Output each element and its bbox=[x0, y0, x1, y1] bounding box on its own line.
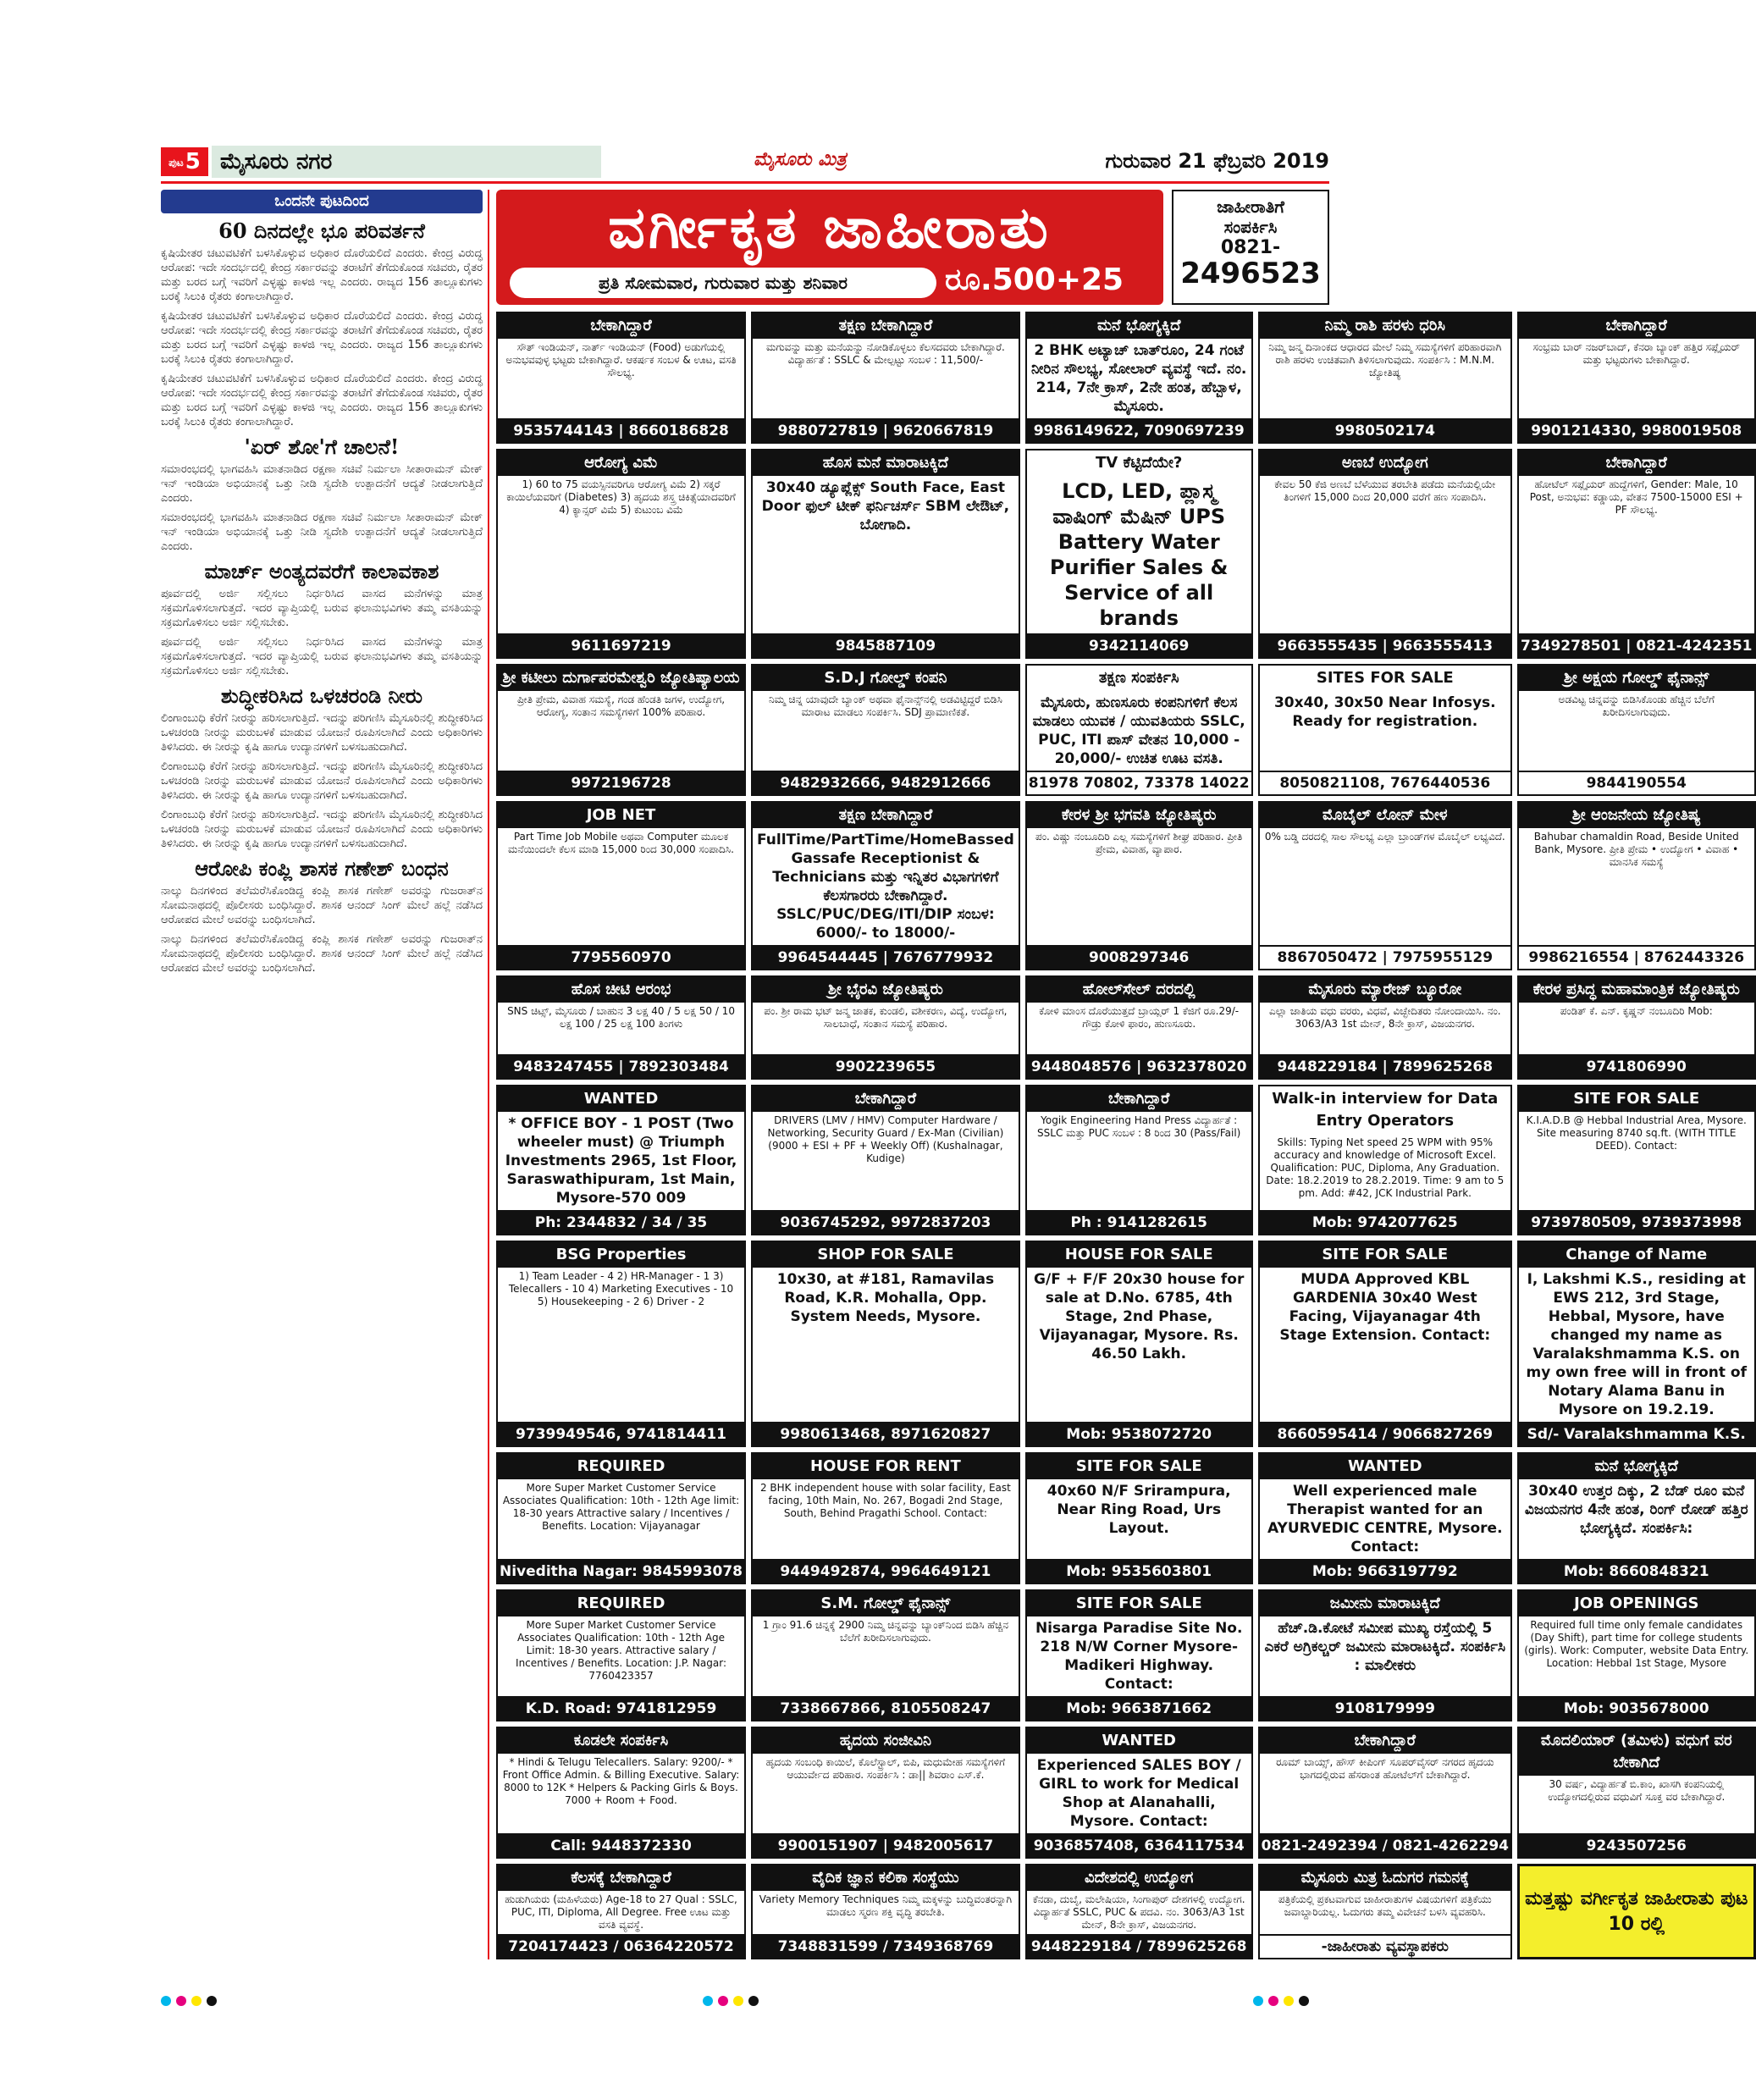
ad-body: 30x40 ಡ್ಯೂಪ್ಲೆಕ್ಸ್ South Face, East Door ಫುಲ್ ಟೀಕ್ ಫರ್ನಿಚರ್ಸ್ SBM ಲೇಔಟ್, ಬೋಗಾದಿ. bbox=[761, 479, 1010, 533]
ad-phone: 9342114069 bbox=[1027, 633, 1251, 657]
ad-title: ಕೂಡಲೇ ಸಂಪರ್ಕಿಸಿ bbox=[498, 1728, 744, 1754]
classified-ad bbox=[751, 449, 1020, 659]
ad-body: ನಿಮ್ಮ ಜನ್ಮ ದಿನಾಂಕದ ಆಧಾರದ ಮೇಲೆ ನಿಮ್ಮ ಸಮಸ್ಯೆಗಳಿಗೆ ಪರಿಹಾರವಾಗಿ ರಾಶಿ ಹರಳು ಉಚಿತವಾಗಿ ತಿಳಿಸಲಾಗುವುದು. ಸಂಪರ್ಕಿಸಿ : M.N.M. ಜ್ಯೋತಿಷ್ಯ bbox=[1268, 341, 1502, 379]
ad-phone: 9482932666, 9482912666 bbox=[753, 771, 1019, 794]
ad-body: ಕೋಳಿ ಮಾಂಸ ದೊರೆಯುತ್ತದೆ ಬ್ರಾಯ್ಲರ್ 1 ಕೆಜಿಗೆ ರೂ.29/- ಗೌಡ್ರು ಕೋಳಿ ಫಾರಂ, ಹುಣಸೂರು. bbox=[1039, 1005, 1240, 1030]
ad-title: S.M. ಗೋಲ್ಡ್ ಫೈನಾನ್ಸ್ bbox=[753, 1591, 1019, 1616]
classified-ad bbox=[1517, 1864, 1756, 1959]
ad-body: Variety Memory Techniques ನಿಮ್ಮ ಮಕ್ಕಳನ್ನು ಬುದ್ಧಿವಂತರನ್ನಾಗಿ ಮಾಡಲು ಸ್ಮರಣ ಶಕ್ತಿ ವೃದ್ಧಿ ತರಬೇತಿ. bbox=[759, 1893, 1013, 1918]
ad-body: ಸೌತ್ ಇಂಡಿಯನ್, ನಾರ್ತ್ ಇಂಡಿಯನ್ (Food) ಅಡುಗೆಯಲ್ಲಿ ಅನುಭವವುಳ್ಳ ಭಟ್ಟರು ಬೇಕಾಗಿದ್ದಾರೆ. ಆಕರ್ಷಕ ಸಂಬಳ & ಊಟ, ವಸತಿ ಸೌಲಭ್ಯ. bbox=[505, 341, 737, 379]
classified-ad bbox=[496, 1241, 746, 1447]
ad-title: Walk-in interview for Data Entry Operators bbox=[1272, 1090, 1499, 1130]
registration-marks-center bbox=[703, 1993, 764, 2005]
ad-body: ಎಲ್ಲಾ ಜಾತಿಯ ವಧು ವರರು, ವಿಧವೆ, ವಿಚ್ಛೇದಿತರು ನೋಂದಾಯಿಸಿ. ನಂ. 3063/A3 1st ಮೇನ್, 8ನೇ ಕ್ರಾಸ್, ವಿಜಯನಗರ. bbox=[1268, 1005, 1501, 1030]
ad-title: ಆರೋಗ್ಯ ವಿಮೆ bbox=[498, 450, 744, 476]
headline-3: ಮಾರ್ಚ್ ಅಂತ್ಯದವರೆಗೆ ಕಾಲಾವಕಾಶ bbox=[204, 559, 439, 583]
ad-phone: 9741806990 bbox=[1519, 1054, 1754, 1078]
classified-ad bbox=[1025, 975, 1253, 1080]
ad-phone: Mob: 9538072720 bbox=[1027, 1422, 1251, 1445]
classified-ad bbox=[751, 1452, 1020, 1584]
ad-title: ಬೇಕಾಗಿದ್ದಾರೆ bbox=[1027, 1086, 1251, 1112]
classified-ad bbox=[1258, 449, 1512, 659]
classified-ad bbox=[1517, 1589, 1756, 1721]
classified-ads-grid bbox=[496, 312, 1753, 1959]
ad-body: * OFFICE BOY - 1 POST (Two wheeler must) @ Triumph Investments 2965, 1st Floor, Saraswathipuram, 1st Main, Mysore-570 009 bbox=[505, 1115, 737, 1207]
classified-banner bbox=[496, 190, 1163, 305]
ad-title: ಹೋಲ್‌ಸೇಲ್ ದರದಲ್ಲಿ bbox=[1027, 977, 1251, 1003]
ad-phone: 7204174423 / 06364220572 bbox=[498, 1934, 744, 1958]
ad-title: ಕೇರಳ ಶ್ರೀ ಭಗವತಿ ಜ್ಯೋತಿಷ್ಯರು bbox=[1027, 803, 1251, 828]
ad-title: ತಕ್ಷಣ ಬೇಕಾಗಿದ್ದಾರೆ bbox=[753, 803, 1019, 828]
ad-phone: 7338667866, 8105508247 bbox=[753, 1696, 1019, 1720]
contact-line-3: 0821- bbox=[1220, 237, 1281, 258]
classified-ad bbox=[496, 1727, 746, 1859]
ad-body: ಕೆನಡಾ, ದುಬೈ, ಮಲೇಷಿಯಾ, ಸಿಂಗಾಪುರ್ ದೇಶಗಳಲ್ಲಿ ಉದ್ಯೋಗ. ವಿದ್ಯಾರ್ಹತೆ SSLC, PUC & ಪದವಿ. ನಂ. 3063/A3 1st ಮೇನ್, 8ನೇ ಕ್ರಾಸ್, ವಿಜಯನಗರ. bbox=[1032, 1893, 1245, 1931]
ad-phone: Call: 9448372330 bbox=[498, 1833, 744, 1857]
ad-title: ಬೇಕಾಗಿದ್ದಾರೆ bbox=[1519, 450, 1754, 476]
classified-ad bbox=[1258, 1727, 1512, 1859]
ad-phone: 8867050472 | 7975955129 bbox=[1260, 945, 1510, 969]
ad-phone: Ph : 9141282615 bbox=[1027, 1210, 1251, 1234]
ad-phone: 9986216554 | 8762443326 bbox=[1519, 945, 1754, 969]
article-1-repeat: ಕೃಷಿಯೇತರ ಚಟುವಟಿಕೆಗೆ ಬಳಸಿಕೊಳ್ಳುವ ಅಧಿಕಾರ ದೊರೆಯಲಿದೆ ಎಂದರು. ಕೇಂದ್ರ ವಿರುದ್ಧ ಆರೋಪ: ಇದೇ ಸಂದರ್ಭದಲ್ಲಿ ಕೇಂದ್ರ ಸರ್ಕಾರವನ್ನು ತರಾಟೆಗೆ ತೆಗೆದುಕೊಂಡ ಸಚಿವರು, ರೈತರ ಮತ್ತು ಬರದ ಬಗ್ಗೆ ಇವರಿಗೆ ಎಳ್ಳಷ್ಟು ಕಾಳಜಿ ಇಲ್ಲ ಎಂದರು. ರಾಜ್ಯದ 156 ತಾಲ್ಲೂಕುಗಳು ಬರಕ್ಕೆ ಸಿಲುಕಿ ರೈತರು ಕಂಗಾಲಾಗಿದ್ದಾರೆ. bbox=[161, 310, 483, 366]
ad-phone: Sd/- Varalakshmamma K.S. bbox=[1519, 1422, 1754, 1445]
ad-body: K.I.A.D.B @ Hebbal Industrial Area, Mysore. Site measuring 8740 sq.ft. (WITH TITLE DEED). Contact: bbox=[1526, 1114, 1747, 1152]
ad-body: DRIVERS (LMV / HMV) Computer Hardware / Networking, Security Guard / Ex-Man (Civilian) (9000 + ESI + PF + Weekly Off) (Kushalnagar, Kudige) bbox=[767, 1114, 1004, 1164]
magenta-dot bbox=[176, 1996, 186, 2006]
classified-ad bbox=[496, 312, 746, 444]
ad-title: ಶ್ರೀ ಆಂಜನೇಯ ಜ್ಯೋತಿಷ್ಯ bbox=[1519, 803, 1754, 828]
cyan-dot bbox=[703, 1996, 713, 2006]
classified-ad bbox=[751, 1864, 1020, 1959]
ad-body: ಹೆಚ್.ಡಿ.ಕೋಟೆ ಸಮೀಪ ಮುಖ್ಯ ರಸ್ತೆಯಲ್ಲಿ 5 ಎಕರೆ ಅಗ್ರಿಕಲ್ಚರ್ ಜಮೀನು ಮಾರಾಟಕ್ಕಿದೆ. ಸಂಪರ್ಕಿಸಿ : ಮಾಲೀಕರು bbox=[1264, 1620, 1506, 1674]
ad-body: 30x40, 30x50 Near Infosys. Ready for registration. bbox=[1273, 694, 1496, 730]
page-number-badge: ಪುಟ5 bbox=[161, 147, 208, 176]
ad-phone: 7795560970 bbox=[498, 945, 744, 969]
classified-ad bbox=[1025, 449, 1253, 659]
ad-body: G/F + F/F 20x30 house for sale at D.No. 6785, 4th Stage, 2nd Phase, Vijayanagar, Mysore. Rs. 46.50 Lakh. bbox=[1034, 1271, 1245, 1362]
article-4: ಲಿಂಗಾಂಬುಧಿ ಕೆರೆಗೆ ನೀರನ್ನು ಹರಿಸಲಾಗುತ್ತಿದೆ. ಇದನ್ನು ಪರಿಗಣಿಸಿ ಮೈಸೂರಿನಲ್ಲಿ ಶುದ್ಧೀಕರಿಸಿದ ಒಳಚರಂಡಿ ನೀರನ್ನು ಮರುಬಳಕೆ ಮಾಡುವ ಯೋಜನೆ ರೂಪಿಸಲಾಗಿದೆ ಎಂದು ಅಧಿಕಾರಿಗಳು ತಿಳಿಸಿದರು. ಈ ನೀರನ್ನು ಕೃಷಿ ಹಾಗೂ ಉದ್ಯಾನಗಳಿಗೆ ಬಳಸಬಹುದಾಗಿದೆ. bbox=[161, 712, 483, 754]
ad-body: ರೂಮ್ ಬಾಯ್ಸ್, ಹೌಸ್ ಕೀಪಿಂಗ್ ಸೂಪರ್‌ವೈಸರ್ ನಗರದ ಹೃದಯ ಭಾಗದಲ್ಲಿರುವ ಹೆಸರಾಂತ ಹೋಟೆಲ್‌ಗೆ ಬೇಕಾಗಿದ್ದಾರೆ. bbox=[1276, 1756, 1494, 1781]
ad-phone: 9739780509, 9739373998 bbox=[1519, 1210, 1754, 1234]
contact-line-2: ಸಂಪರ್ಕಿಸಿ bbox=[1223, 217, 1278, 237]
ad-body: ಮಗುವನ್ನು ಮತ್ತು ಮನೆಯನ್ನು ನೋಡಿಕೊಳ್ಳಲು ಕೆಲಸದವರು ಬೇಕಾಗಿದ್ದಾರೆ. ವಿದ್ಯಾರ್ಹತೆ : SSLC & ಮೇಲ್ಪಟ್ಟು ಸಂಬಳ : 11,500/- bbox=[765, 341, 1005, 366]
ad-body: ಹುಡುಗಿಯರು (ಮಹಿಳೆಯರು) Age-18 to 27 Qual : SSLC, PUC, ITI, Diploma, All Degree. Free ಊಟ ಮತ್ತು ವಸತಿ ವ್ಯವಸ್ಥೆ. bbox=[505, 1893, 737, 1931]
ad-body: Experienced SALES BOY / GIRL to work for Medical Shop at Alanahalli, Mysore. Contact: bbox=[1036, 1757, 1241, 1830]
ad-title: JOB OPENINGS bbox=[1519, 1591, 1754, 1616]
article-1-repeat-2: ಕೃಷಿಯೇತರ ಚಟುವಟಿಕೆಗೆ ಬಳಸಿಕೊಳ್ಳುವ ಅಧಿಕಾರ ದೊರೆಯಲಿದೆ ಎಂದರು. ಕೇಂದ್ರ ವಿರುದ್ಧ ಆರೋಪ: ಇದೇ ಸಂದರ್ಭದಲ್ಲಿ ಕೇಂದ್ರ ಸರ್ಕಾರವನ್ನು ತರಾಟೆಗೆ ತೆಗೆದುಕೊಂಡ ಸಚಿವರು, ರೈತರ ಮತ್ತು ಬರದ ಬಗ್ಗೆ ಇವರಿಗೆ ಎಳ್ಳಷ್ಟು ಕಾಳಜಿ ಇಲ್ಲ ಎಂದರು. ರಾಜ್ಯದ 156 ತಾಲ್ಲೂಕುಗಳು ಬರಕ್ಕೆ ಸಿಲುಕಿ ರೈತರು ಕಂಗಾಲಾಗಿದ್ದಾರೆ. bbox=[161, 373, 483, 428]
ad-title: ಮೈಸೂರು ಮಿತ್ರ ಓದುಗರ ಗಮನಕ್ಕೆ bbox=[1260, 1865, 1510, 1891]
ad-body: ಮೈಸೂರು, ಹುಣಸೂರು ಕಂಪನಿಗಳಿಗೆ ಕೆಲಸ ಮಾಡಲು ಯುವಕ / ಯುವತಿಯರು SSLC, PUC, ITI ಪಾಸ್ ವೇತನ 10,000 - 20,000/- ಉಚಿತ ಊಟ ವಸತಿ. bbox=[1032, 694, 1245, 767]
classified-ad bbox=[1025, 1085, 1253, 1235]
yellow-dot bbox=[1284, 1996, 1294, 2006]
ad-title: SITE FOR SALE bbox=[1519, 1086, 1754, 1112]
ad-body: Required full time only female candidates (Day Shift), part time for college students (girls). Work: Computer, website Data Entry. Location: Hebbal 1st Stage, Mysore bbox=[1524, 1619, 1749, 1669]
ad-phone: 9980613468, 8971620827 bbox=[753, 1422, 1019, 1445]
magenta-dot bbox=[1268, 1996, 1278, 2006]
ad-phone: 9739949546, 9741814411 bbox=[498, 1422, 744, 1445]
ad-phone: 7348831599 / 7349368769 bbox=[753, 1934, 1019, 1958]
ad-phone: 9900151907 | 9482005617 bbox=[753, 1833, 1019, 1857]
article-5-repeat: ನಾಲ್ಕು ದಿನಗಳಿಂದ ತಲೆಮರೆಸಿಕೊಂಡಿದ್ದ ಕಂಪ್ಲಿ ಶಾಸಕ ಗಣೇಶ್ ಅವರನ್ನು ಗುಜರಾತ್‌ನ ಸೋಮನಾಥದಲ್ಲಿ ಪೊಲೀಸರು ಬಂಧಿಸಿದ್ದಾರೆ. ಶಾಸಕ ಆನಂದ್ ಸಿಂಗ್ ಮೇಲೆ ಹಲ್ಲೆ ನಡೆಸಿದ ಆರೋಪದ ಮೇಲೆ ಅವರನ್ನು ಬಂಧಿಸಲಾಗಿದೆ. bbox=[161, 933, 483, 975]
ad-body: Bahubar chamaldin Road, Beside United Bank, Mysore. ಪ್ರೀತಿ ಪ್ರೇಮ • ಉದ್ಯೋಗ • ವಿವಾಹ • ಮಾನಸಿಕ ಸಮಸ್ಯೆ bbox=[1533, 831, 1739, 868]
headline-1: 60 ದಿನದಲ್ಲೇ ಭೂ ಪರಿವರ್ತನೆ bbox=[218, 218, 425, 243]
ad-title: ಕೇರಳ ಪ್ರಸಿದ್ಧ ಮಹಾಮಾಂತ್ರಿಕ ಜ್ಯೋತಿಷ್ಯರು bbox=[1519, 977, 1754, 1003]
ad-phone: 8050821108, 7676440536 bbox=[1260, 771, 1510, 794]
ad-title: ಶ್ರೀ ಭೈರವಿ ಜ್ಯೋತಿಷ್ಯರು bbox=[753, 977, 1019, 1003]
ad-title: ಶ್ರೀ ಕಟೀಲು ದುರ್ಗಾಪರಮೇಶ್ವರಿ ಜ್ಯೋತಿಷ್ಯಾಲಯ bbox=[498, 666, 744, 691]
ad-body: ಪಂಡಿತ್ ಕೆ. ಎನ್. ಕೃಷ್ಣನ್ ನಂಬೂದಿರಿ Mob: bbox=[1560, 1005, 1713, 1017]
ad-title: WANTED bbox=[498, 1086, 744, 1112]
ad-body: ಪಂ. ಶ್ರೀ ರಾಮ ಭಟ್ ಜನ್ಮ ಜಾತಕ, ಕುಂಡಲಿ, ವಶೀಕರಣ, ವಿದ್ಯೆ, ಉದ್ಯೋಗ, ಸಾಲಬಾಧೆ, ಸಂತಾನ ಸಮಸ್ಯೆ ಪರಿಹಾರ. bbox=[764, 1005, 1008, 1030]
ad-body: ಪಂ. ವಿಷ್ಣು ನಂಬೂದಿರಿ ಎಲ್ಲ ಸಮಸ್ಯೆಗಳಿಗೆ ಶೀಘ್ರ ಪರಿಹಾರ. ಪ್ರೀತಿ ಪ್ರೇಮ, ವಿವಾಹ, ವ್ಯಾಪಾರ. bbox=[1035, 831, 1243, 855]
classified-ad bbox=[751, 664, 1020, 796]
ad-body: * Hindi & Telugu Telecallers. Salary: 9200/- * Front Office Admin. & Billing Executive. Salary: 8000 to 12K * Helpers & Packing Girls & Boys. 7000 + Room + Food. bbox=[502, 1756, 740, 1806]
ad-title: ಮೊಬೈಲ್ ಲೋನ್ ಮೇಳ bbox=[1260, 803, 1510, 828]
classified-ad bbox=[1517, 1085, 1756, 1235]
classified-ad bbox=[496, 449, 746, 659]
ad-body: LCD, LED, ಪ್ಲಾಸ್ಮ ವಾಷಿಂಗ್ ಮೆಷಿನ್ UPS Battery Water Purifier Sales & Service of all brands bbox=[1049, 479, 1229, 630]
ad-title: ಅಣಬೆ ಉದ್ಯೋಗ bbox=[1260, 450, 1510, 476]
ad-phone: 9036745292, 9972837203 bbox=[753, 1210, 1019, 1234]
ad-phone: -ಜಾಹೀರಾತು ವ್ಯವಸ್ಥಾಪಕರು bbox=[1260, 1934, 1510, 1958]
ad-body: Well experienced male Therapist wanted for an AYURVEDIC CENTRE, Mysore. Contact: bbox=[1267, 1483, 1503, 1556]
ad-phone: 9844190554 bbox=[1519, 771, 1754, 794]
ad-phone: 0821-2492394 / 0821-4262294 bbox=[1260, 1833, 1510, 1857]
ad-body: 30 ವರ್ಷ, ವಿದ್ಯಾರ್ಹತೆ ಬಿ.ಕಾಂ, ಖಾಸಗಿ ಕಂಪನಿಯಲ್ಲಿ ಉದ್ಯೋಗದಲ್ಲಿರುವ ವಧುವಿಗೆ ಸೂಕ್ತ ವರ ಬೇಕಾಗಿದ್ದಾರೆ. bbox=[1548, 1778, 1726, 1803]
ad-phone: 9845887109 bbox=[753, 633, 1019, 657]
headline-5: ಆರೋಪಿ ಕಂಪ್ಲಿ ಶಾಸಕ ಗಣೇಶ್ ಬಂಧನ bbox=[195, 856, 449, 881]
classified-ad bbox=[1025, 1589, 1253, 1721]
classified-ad bbox=[1258, 1864, 1512, 1959]
black-dot bbox=[748, 1996, 759, 2006]
ad-title: HOUSE FOR SALE bbox=[1027, 1242, 1251, 1268]
ad-phone: 9243507256 bbox=[1519, 1833, 1754, 1857]
classified-ad bbox=[1517, 1241, 1756, 1447]
registration-marks-left bbox=[161, 1993, 222, 2005]
ad-body: Skills: Typing Net speed 25 WPM with 95% accuracy and knowledge of Microsoft Excel. Qualification: PUC, Diploma, Any Graduation. Date: 18.2.2019 to 28.2.2019. Time: 9 am to 5 pm. Add: #42, JCK Industrial Park. bbox=[1266, 1136, 1505, 1199]
ad-title: ಬೇಕಾಗಿದ್ದಾರೆ bbox=[753, 1086, 1019, 1112]
ad-title: ವೈದಿಕ ಜ್ಞಾನ ಕಲಿಕಾ ಸಂಸ್ಥೆಯು bbox=[753, 1865, 1019, 1891]
ad-body: 2 BHK ಅಟ್ಯಾಚ್ ಬಾತ್‌ರೂಂ, 24 ಗಂಟೆ ನೀರಿನ ಸೌಲಭ್ಯ, ಸೋಲಾರ್ ವ್ಯವಸ್ಥೆ ಇದೆ. ನಂ. 214, 7ನೇ ಕ್ರಾಸ್, 2ನೇ ಹಂತ, ಹೆಬ್ಬಾಳ, ಮೈಸೂರು. bbox=[1031, 342, 1247, 415]
article-4-repeat: ಲಿಂಗಾಂಬುಧಿ ಕೆರೆಗೆ ನೀರನ್ನು ಹರಿಸಲಾಗುತ್ತಿದೆ. ಇದನ್ನು ಪರಿಗಣಿಸಿ ಮೈಸೂರಿನಲ್ಲಿ ಶುದ್ಧೀಕರಿಸಿದ ಒಳಚರಂಡಿ ನೀರನ್ನು ಮರುಬಳಕೆ ಮಾಡುವ ಯೋಜನೆ ರೂಪಿಸಲಾಗಿದೆ ಎಂದು ಅಧಿಕಾರಿಗಳು ತಿಳಿಸಿದರು. ಈ ನೀರನ್ನು ಕೃಷಿ ಹಾಗೂ ಉದ್ಯಾನಗಳಿಗೆ ಬಳಸಬಹುದಾಗಿದೆ. bbox=[161, 760, 483, 802]
ad-phone: 9972196728 bbox=[498, 771, 744, 794]
classified-ad bbox=[751, 801, 1020, 970]
ad-title: WANTED bbox=[1027, 1728, 1251, 1754]
ad-body: SNS ಚಿಟ್ಸ್, ಮೈಸೂರು / ಬಾಹುನ 3 ಲಕ್ಷ 40 / 5 ಲಕ್ಷ 50 / 10 ಲಕ್ಷ 100 / 25 ಲಕ್ಷ 100 ತಿಂಗಳು bbox=[507, 1005, 735, 1030]
ad-title: SITE FOR SALE bbox=[1027, 1454, 1251, 1479]
ad-title: ಹೊಸ ಮನೆ ಮಾರಾಟಕ್ಕಿದೆ bbox=[753, 450, 1019, 476]
classified-ad bbox=[1258, 1241, 1512, 1447]
ad-title: ತಕ್ಷಣ ಸಂಪರ್ಕಿಸಿ bbox=[1098, 669, 1179, 687]
headline-2: 'ಏರ್ ಶೋ'ಗೆ ಚಾಲನೆ! bbox=[244, 434, 400, 459]
ad-body: Yogik Engineering Hand Press ವಿದ್ಯಾರ್ಹತೆ : SSLC ಮತ್ತು PUC ಸಂಬಳ : 8 ರಿಂದ 30 (Pass/Fail) bbox=[1037, 1114, 1241, 1139]
ad-title: SHOP FOR SALE bbox=[753, 1242, 1019, 1268]
ad-phone: Mob: 9742077625 bbox=[1260, 1210, 1510, 1234]
classified-ad bbox=[1517, 1727, 1756, 1859]
ad-phone: Mob: 8660848321 bbox=[1519, 1559, 1754, 1583]
ad-phone: 9483247455 | 7892303484 bbox=[498, 1054, 744, 1078]
ad-body: ಸಂಭ್ರಮ ಬಾರ್ ನಜರ್‌ಬಾದ್, ಕೆನರಾ ಬ್ಯಾಂಕ್ ಹತ್ತಿರ ಸಪ್ಲೈಯರ್ ಮತ್ತು ಭಟ್ಟರುಗಳು ಬೇಕಾಗಿದ್ದಾರೆ. bbox=[1532, 341, 1740, 366]
ad-title: ಹೃದಯ ಸಂಜೀವಿನಿ bbox=[753, 1728, 1019, 1754]
header-rule bbox=[161, 181, 1329, 184]
ad-phone: Ph: 2344832 / 34 / 35 bbox=[498, 1210, 744, 1234]
classified-ad bbox=[751, 1241, 1020, 1447]
ad-body: ಹೃದಯ ಸಂಬಂಧಿ ಕಾಯಿಲೆ, ಕೊಲೆಸ್ಟ್ರಾಲ್, ಬಿಪಿ, ಮಧುಮೇಹ ಸಮಸ್ಯೆಗಳಿಗೆ ಆಯುರ್ವೇದ ಪರಿಹಾರ. ಸಂಪರ್ಕಿಸಿ : ಡಾ|| ಶಿವರಾಂ ಎಸ್.ಕೆ. bbox=[765, 1756, 1006, 1781]
ad-title: BSG Properties bbox=[498, 1242, 744, 1268]
classified-ad bbox=[751, 1589, 1020, 1721]
ad-body: ಪ್ರೀತಿ ಪ್ರೇಮ, ವಿವಾಹ ಸಮಸ್ಯೆ, ಗಂಡ ಹೆಂಡತಿ ಜಗಳ, ಉದ್ಯೋಗ, ಆರೋಗ್ಯ, ಸಂತಾನ ಸಮಸ್ಯೆಗಳಿಗೆ 100% ಪರಿಹಾರ. bbox=[516, 694, 726, 718]
ad-body: 1) Team Leader - 4 2) HR-Manager - 1 3) Telecallers - 10 4) Marketing Executives - 10 5) Housekeeping - 2 6) Driver - 2 bbox=[508, 1270, 734, 1307]
ad-phone: 9901214330, 9980019508 bbox=[1519, 418, 1754, 442]
magenta-dot bbox=[718, 1996, 728, 2006]
continued-band: ಒಂದನೇ ಪುಟದಿಂದ bbox=[161, 190, 483, 213]
ad-body: 10x30, at #181, Ramavilas Road, K.R. Mohalla, Opp. System Needs, Mysore. bbox=[776, 1271, 995, 1325]
ad-contact-box bbox=[1172, 190, 1329, 305]
classified-ad bbox=[1258, 1589, 1512, 1721]
classified-ad bbox=[1025, 1452, 1253, 1584]
ad-phone: Mob: 9535603801 bbox=[1027, 1559, 1251, 1583]
classified-ad bbox=[1517, 312, 1756, 444]
banner-days: ಪ್ರತಿ ಸೋಮವಾರ, ಗುರುವಾರ ಮತ್ತು ಶನಿವಾರ bbox=[510, 268, 936, 298]
cyan-dot bbox=[161, 1996, 171, 2006]
contact-line-1: ಜಾಹೀರಾತಿಗೆ bbox=[1217, 196, 1284, 217]
classified-ad bbox=[1025, 1241, 1253, 1447]
ad-body: 1 ಗ್ರಾಂ 91.6 ಚಿನ್ನಕ್ಕೆ 2900 ನಿಮ್ಮ ಚಿನ್ನವನ್ನು ಬ್ಯಾಂಕ್‌ನಿಂದ ಬಿಡಿಸಿ ಹೆಚ್ಚಿನ ಬೆಲೆಗೆ ಖರೀದಿಸಲಾಗುವುದು. bbox=[762, 1619, 1009, 1644]
ad-body: ಅಡವಿಟ್ಟ ಚಿನ್ನವನ್ನು ಬಿಡಿಸಿಕೊಂಡು ಹೆಚ್ಚಿನ ಬೆಲೆಗೆ ಖರೀದಿಸಲಾಗುವುದು. bbox=[1558, 694, 1715, 718]
paper-logo: ಮೈಸೂರು ಮಿತ್ರ bbox=[754, 149, 847, 170]
article-5: ನಾಲ್ಕು ದಿನಗಳಿಂದ ತಲೆಮರೆಸಿಕೊಂಡಿದ್ದ ಕಂಪ್ಲಿ ಶಾಸಕ ಗಣೇಶ್ ಅವರನ್ನು ಗುಜರಾತ್‌ನ ಸೋಮನಾಥದಲ್ಲಿ ಪೊಲೀಸರು ಬಂಧಿಸಿದ್ದಾರೆ. ಶಾಸಕ ಆನಂದ್ ಸಿಂಗ್ ಮೇಲೆ ಹಲ್ಲೆ ನಡೆಸಿದ ಆರೋಪದ ಮೇಲೆ ಅವರನ್ನು ಬಂಧಿಸಲಾಗಿದೆ. bbox=[161, 885, 483, 926]
ad-title: ವಿದೇಶದಲ್ಲಿ ಉದ್ಯೋಗ bbox=[1027, 1865, 1251, 1891]
black-dot bbox=[207, 1996, 217, 2006]
classified-ad bbox=[1258, 1085, 1512, 1235]
ad-body: FullTime/PartTime/HomeBassed Gassafe Receptionist & Technicians ಮತ್ತು ಇನ್ನಿತರ ವಿಭಾಗಗಳಿಗೆ ಕೆಲಸಗಾರರು ಬೇಕಾಗಿದ್ದಾರೆ. SSLC/PUC/DEG/ITI/DIP ಸಂಬಳ: 6000/- to 18000/- bbox=[757, 832, 1014, 942]
ad-title: ಶ್ರೀ ಅಕ್ಷಯ ಗೋಲ್ಡ್ ಫೈನಾನ್ಸ್ bbox=[1519, 666, 1754, 691]
ad-title: ನಿಮ್ಮ ರಾಶಿ ಹರಳು ಧರಿಸಿ bbox=[1260, 313, 1510, 339]
ad-phone: 81978 70802, 73378 14022 bbox=[1027, 771, 1251, 794]
ad-title: ಕೆಲಸಕ್ಕೆ ಬೇಕಾಗಿದ್ದಾರೆ bbox=[498, 1865, 744, 1891]
ad-title: SITE FOR SALE bbox=[1260, 1242, 1510, 1268]
ad-body: MUDA Approved KBL GARDENIA 30x40 West Facing, Vijayanagar 4th Stage Extension. Contact: bbox=[1279, 1271, 1491, 1344]
classified-ad bbox=[751, 1727, 1020, 1859]
ad-title: Change of Name bbox=[1519, 1242, 1754, 1268]
ad-body: 2 BHK independent house with solar facility, East facing, 10th Main, No. 267, Bogadi 2nd Stage, South, Behind Pragathi School. Contact: bbox=[759, 1482, 1011, 1519]
ad-phone: 9980502174 bbox=[1260, 418, 1510, 442]
ad-phone: 9902239655 bbox=[753, 1054, 1019, 1078]
ad-body: 40x60 N/F Srirampura, Near Ring Road, Urs Layout. bbox=[1046, 1483, 1231, 1537]
ad-phone: 9880727819 | 9620667819 bbox=[753, 418, 1019, 442]
ad-body: Nisarga Paradise Site No. 218 N/W Corner Mysore-Madikeri Highway. Contact: bbox=[1035, 1620, 1243, 1693]
ad-body: More Super Market Customer Service Associates Qualification: 10th - 12th Age Limit: 18-30 years. Attractive salary / Incentives / Benefits. Location: J.P. Nagar: 7760423357 bbox=[516, 1619, 726, 1682]
ad-phone: 9108179999 bbox=[1260, 1696, 1510, 1720]
ad-body: Part Time Job Mobile ಅಥವಾ Computer ಮೂಲಕ ಮನೆಯಿಂದಲೇ ಕೆಲಸ ಮಾಡಿ 15,000 ರಿಂದ 30,000 ಸಂಪಾದಿಸಿ. bbox=[508, 831, 734, 855]
classified-ad bbox=[1517, 801, 1756, 970]
ad-title: ಮೊದಲಿಯಾರ್ (ತಮಿಳು) ವಧುಗೆ ವರ ಬೇಕಾಗಿದೆ bbox=[1519, 1728, 1754, 1776]
ad-title: ಹೊಸ ಚೀಟಿ ಆರಂಭ bbox=[498, 977, 744, 1003]
ad-title: REQUIRED bbox=[498, 1454, 744, 1479]
classified-ad bbox=[1025, 312, 1253, 444]
classified-ad bbox=[751, 975, 1020, 1080]
ad-phone: 9448229184 | 7899625268 bbox=[1260, 1054, 1510, 1078]
ad-phone: 9611697219 bbox=[498, 633, 744, 657]
ad-title: ಮೈಸೂರು ಮ್ಯಾರೇಜ್ ಬ್ಯೂರೋ bbox=[1260, 977, 1510, 1003]
article-2-repeat: ಸಮಾರಂಭದಲ್ಲಿ ಭಾಗವಹಿಸಿ ಮಾತನಾಡಿದ ರಕ್ಷಣಾ ಸಚಿವೆ ನಿರ್ಮಲಾ ಸೀತಾರಾಮನ್ ಮೇಕ್ ಇನ್ ಇಂಡಿಯಾ ಅಭಿಯಾನಕ್ಕೆ ಒತ್ತು ನೀಡಿ ಸ್ವದೇಶಿ ಉತ್ಪಾದನೆಗೆ ಆದ್ಯತೆ ನೀಡಲಾಗುತ್ತಿದೆ ಎಂದರು. bbox=[161, 511, 483, 553]
classified-ad bbox=[496, 801, 746, 970]
ad-phone: 9986149622, 7090697239 bbox=[1027, 418, 1251, 442]
ad-body: 30x40 ಉತ್ತರ ದಿಕ್ಕು, 2 ಬೆಡ್ ರೂಂ ಮನೆ ವಿಜಯನಗರ 4ನೇ ಹಂತ, ರಿಂಗ್ ರೋಡ್ ಹತ್ತಿರ ಭೋಗ್ಯಕ್ಕಿದೆ. ಸಂಪರ್ಕಿಸಿ: bbox=[1524, 1483, 1748, 1537]
classified-ad bbox=[1025, 1864, 1253, 1959]
classified-ad bbox=[1258, 664, 1512, 796]
classified-ad bbox=[496, 1085, 746, 1235]
ad-body: ಪತ್ರಿಕೆಯಲ್ಲಿ ಪ್ರಕಟವಾಗುವ ಜಾಹೀರಾತುಗಳ ವಿಷಯಗಳಿಗೆ ಪತ್ರಿಕೆಯು ಜವಾಬ್ದಾರಿಯಲ್ಲ. ಓದುಗರು ತಮ್ಮ ವಿವೇಚನೆ ಬಳಸಿ ವ್ಯವಹರಿಸಿ. bbox=[1278, 1893, 1492, 1918]
cyan-dot bbox=[1253, 1996, 1263, 2006]
classified-ad bbox=[496, 1864, 746, 1959]
classified-ad bbox=[1025, 1727, 1253, 1859]
ad-title: ಜಮೀನು ಮಾರಾಟಕ್ಕಿದೆ bbox=[1260, 1591, 1510, 1616]
classified-ad bbox=[1025, 664, 1253, 796]
headline-4: ಶುದ್ಧೀಕರಿಸಿದ ಒಳಚರಂಡಿ ನೀರು bbox=[220, 683, 423, 708]
column-divider bbox=[488, 190, 489, 1959]
news-column bbox=[161, 190, 483, 1959]
yellow-dot bbox=[191, 1996, 202, 2006]
issue-date: ಗುರುವಾರ 21 ಫೆಬ್ರವರಿ 2019 bbox=[1105, 149, 1329, 173]
ad-phone: Mob: 9663871662 bbox=[1027, 1696, 1251, 1720]
ad-title: WANTED bbox=[1260, 1454, 1510, 1479]
classified-ad bbox=[1258, 975, 1512, 1080]
classified-ad bbox=[1258, 1452, 1512, 1584]
registration-marks-right bbox=[1253, 1993, 1314, 2005]
ad-title: S.D.J ಗೋಲ್ಡ್ ಕಂಪನಿ bbox=[753, 666, 1019, 691]
ad-title: ಮನೆ ಭೋಗ್ಯಕ್ಕಿದೆ bbox=[1519, 1454, 1754, 1479]
banner-price: ರೂ.500+25 bbox=[945, 262, 1124, 297]
newspaper-page bbox=[161, 144, 1753, 1973]
page-header bbox=[161, 144, 1329, 181]
ad-title: TV ಕೆಟ್ಟಿದೆಯೇ? bbox=[1096, 454, 1183, 472]
ad-title: ತಕ್ಷಣ ಬೇಕಾಗಿದ್ದಾರೆ bbox=[753, 313, 1019, 339]
ad-body: More Super Market Customer Service Associates Qualification: 10th - 12th Age limit: 18-30 years Attractive salary / Incentives / Benefits. Location: Vijayanagar bbox=[502, 1482, 740, 1532]
ad-title: SITES FOR SALE bbox=[1316, 669, 1454, 687]
ad-phone: Niveditha Nagar: 9845993078 bbox=[498, 1559, 744, 1583]
classified-ad bbox=[1517, 664, 1756, 796]
classified-ad bbox=[1258, 801, 1512, 970]
ad-title: ಬೇಕಾಗಿದ್ದಾರೆ bbox=[1519, 313, 1754, 339]
classified-ad bbox=[1517, 1452, 1756, 1584]
ad-phone: 9964544445 | 7676779932 bbox=[753, 945, 1019, 969]
ad-phone: 9448229184 / 7899625268 bbox=[1027, 1934, 1251, 1958]
classified-ad bbox=[751, 1085, 1020, 1235]
ad-title: SITE FOR SALE bbox=[1027, 1591, 1251, 1616]
ad-phone: Mob: 9035678000 bbox=[1519, 1696, 1754, 1720]
classified-ad bbox=[1517, 449, 1756, 659]
ad-phone: Mob: 9663197792 bbox=[1260, 1559, 1510, 1583]
ad-phone: 9449492874, 9964649121 bbox=[753, 1559, 1019, 1583]
ad-phone: 9036857408, 6364117534 bbox=[1027, 1833, 1251, 1857]
article-4-repeat-2: ಲಿಂಗಾಂಬುಧಿ ಕೆರೆಗೆ ನೀರನ್ನು ಹರಿಸಲಾಗುತ್ತಿದೆ. ಇದನ್ನು ಪರಿಗಣಿಸಿ ಮೈಸೂರಿನಲ್ಲಿ ಶುದ್ಧೀಕರಿಸಿದ ಒಳಚರಂಡಿ ನೀರನ್ನು ಮರುಬಳಕೆ ಮಾಡುವ ಯೋಜನೆ ರೂಪಿಸಲಾಗಿದೆ ಎಂದು ಅಧಿಕಾರಿಗಳು ತಿಳಿಸಿದರು. ಈ ನೀರನ್ನು ಕೃಷಿ ಹಾಗೂ ಉದ್ಯಾನಗಳಿಗೆ ಬಳಸಬಹುದಾಗಿದೆ. bbox=[161, 809, 483, 850]
classified-ad bbox=[1025, 801, 1253, 970]
ad-body: ಮತ್ತಷ್ಟು ವರ್ಗೀಕೃತ ಜಾಹೀರಾತು ಪುಟ 10 ರಲ್ಲಿ bbox=[1525, 1887, 1748, 1935]
ad-title: REQUIRED bbox=[498, 1591, 744, 1616]
ad-phone: 9663555435 | 9663555413 bbox=[1260, 633, 1510, 657]
ad-phone: 9448048576 | 9632378020 bbox=[1027, 1054, 1251, 1078]
ad-phone: K.D. Road: 9741812959 bbox=[498, 1696, 744, 1720]
contact-phone: 2496523 bbox=[1180, 257, 1321, 290]
ad-body: 0% ಬಡ್ಡಿ ದರದಲ್ಲಿ ಸಾಲ ಸೌಲಭ್ಯ ಎಲ್ಲಾ ಬ್ರಾಂಡ್‌ಗಳ ಮೊಬೈಲ್ ಲಭ್ಯವಿದೆ. bbox=[1264, 831, 1505, 843]
section-title: ಮೈಸೂರು ನಗರ bbox=[212, 146, 601, 178]
ad-title: JOB NET bbox=[498, 803, 744, 828]
ad-title: HOUSE FOR RENT bbox=[753, 1454, 1019, 1479]
ad-body: ನಿಮ್ಮ ಚಿನ್ನ ಯಾವುದೇ ಬ್ಯಾಂಕ್ ಅಥವಾ ಫೈನಾನ್ಸ್‌ನಲ್ಲಿ ಅಡವಿಟ್ಟಿದ್ದರೆ ಬಿಡಿಸಿ ಮಾರಾಟ ಮಾಡಲು ಸಂಪರ್ಕಿಸಿ. SDJ ಪ್ರಾಮಾಣಿಕತೆ. bbox=[768, 694, 1002, 718]
ad-phone: 8660595414 / 9066827269 bbox=[1260, 1422, 1510, 1445]
ad-body: ಹೋಟೆಲ್ ಸಪ್ಲೈಯರ್ ಹುದ್ದೆಗಳಿಗೆ, Gender: Male, 10 Post, ಅನುಭವ: ಕಡ್ಡಾಯ, ವೇತನ 7500-15000 ESI + PF ಸೌಲಭ್ಯ. bbox=[1529, 478, 1743, 516]
classified-ad bbox=[1258, 312, 1512, 444]
ad-phone: 7349278501 | 0821-4242351 bbox=[1519, 633, 1754, 657]
classified-ad bbox=[751, 312, 1020, 444]
ad-body: I, Lakshmi K.S., residing at EWS 212, 3rd Stage, Hebbal, Mysore, have changed my name as Varalakshmamma K.S. on my own free will in front of Notary Alama Banu in Mysore on 19.2.19. bbox=[1526, 1271, 1747, 1418]
article-1: ಕೃಷಿಯೇತರ ಚಟುವಟಿಕೆಗೆ ಬಳಸಿಕೊಳ್ಳುವ ಅಧಿಕಾರ ದೊರೆಯಲಿದೆ ಎಂದರು. ಕೇಂದ್ರ ವಿರುದ್ಧ ಆರೋಪ: ಇದೇ ಸಂದರ್ಭದಲ್ಲಿ ಕೇಂದ್ರ ಸರ್ಕಾರವನ್ನು ತರಾಟೆಗೆ ತೆಗೆದುಕೊಂಡ ಸಚಿವರು, ರೈತರ ಮತ್ತು ಬರದ ಬಗ್ಗೆ ಇವರಿಗೆ ಎಳ್ಳಷ್ಟು ಕಾಳಜಿ ಇಲ್ಲ ಎಂದರು. ರಾಜ್ಯದ 156 ತಾಲ್ಲೂಕುಗಳು ಬರಕ್ಕೆ ಸಿಲುಕಿ ರೈತರು ಕಂಗಾಲಾಗಿದ್ದಾರೆ. bbox=[161, 247, 483, 303]
ad-body: 1) 60 to 75 ವಯಸ್ಸಿನವರಿಗೂ ಆರೋಗ್ಯ ವಿಮೆ 2) ಸಕ್ಕರೆ ಕಾಯಿಲೆಯವರಿಗೆ (Diabetes) 3) ಹೃದಯ ಶಸ್ತ್ರ ಚಿಕಿತ್ಸೆಯಾದವರಿಗೆ 4) ಕ್ಯಾನ್ಸರ್ ವಿಮೆ 5) ಕುಟುಂಬ ವಿಮೆ bbox=[506, 478, 736, 516]
banner-title: ವರ್ಗೀಕೃತ ಜಾಹೀರಾತು bbox=[608, 195, 1052, 262]
ad-phone: 9008297346 bbox=[1027, 945, 1251, 969]
article-3: ಪೂರ್ವದಲ್ಲಿ ಅರ್ಜಿ ಸಲ್ಲಿಸಲು ನಿರ್ಧರಿಸಿದ ವಾಸದ ಮನೆಗಳನ್ನು ಮಾತ್ರ ಸಕ್ರಮಗೊಳಿಸಲಾಗುತ್ತದೆ. ಇದರ ವ್ಯಾಪ್ತಿಯಲ್ಲಿ ಬರುವ ಫಲಾನುಭವಿಗಳು ತಮ್ಮ ವಸತಿಯನ್ನು ಸಕ್ರಮಗೊಳಿಸಲು ಅರ್ಜಿ ಸಲ್ಲಿಸಬೇಕು. bbox=[161, 588, 483, 629]
ad-body: ಕೇವಲ 50 ಕೆಜಿ ಅಣಬೆ ಬೆಳೆಯುವ ತರಬೇತಿ ಪಡೆದು ಮನೆಯಲ್ಲಿಯೇ ತಿಂಗಳಿಗೆ 15,000 ದಿಂದ 20,000 ವರೆಗೆ ಹಣ ಸಂಪಾದಿಸಿ. bbox=[1274, 478, 1496, 503]
classified-ad bbox=[496, 664, 746, 796]
ad-title: ಬೇಕಾಗಿದ್ದಾರೆ bbox=[1260, 1728, 1510, 1754]
classified-ad bbox=[496, 1452, 746, 1584]
article-3-repeat: ಪೂರ್ವದಲ್ಲಿ ಅರ್ಜಿ ಸಲ್ಲಿಸಲು ನಿರ್ಧರಿಸಿದ ವಾಸದ ಮನೆಗಳನ್ನು ಮಾತ್ರ ಸಕ್ರಮಗೊಳಿಸಲಾಗುತ್ತದೆ. ಇದರ ವ್ಯಾಪ್ತಿಯಲ್ಲಿ ಬರುವ ಫಲಾನುಭವಿಗಳು ತಮ್ಮ ವಸತಿಯನ್ನು ಸಕ್ರಮಗೊಳಿಸಲು ಅರ್ಜಿ ಸಲ್ಲಿಸಬೇಕು. bbox=[161, 636, 483, 677]
ad-title: ಬೇಕಾಗಿದ್ದಾರೆ bbox=[498, 313, 744, 339]
classified-ad bbox=[496, 1589, 746, 1721]
article-2: ಸಮಾರಂಭದಲ್ಲಿ ಭಾಗವಹಿಸಿ ಮಾತನಾಡಿದ ರಕ್ಷಣಾ ಸಚಿವೆ ನಿರ್ಮಲಾ ಸೀತಾರಾಮನ್ ಮೇಕ್ ಇನ್ ಇಂಡಿಯಾ ಅಭಿಯಾನಕ್ಕೆ ಒತ್ತು ನೀಡಿ ಸ್ವದೇಶಿ ಉತ್ಪಾದನೆಗೆ ಆದ್ಯತೆ ನೀಡಲಾಗುತ್ತಿದೆ ಎಂದರು. bbox=[161, 463, 483, 505]
classified-ad bbox=[496, 975, 746, 1080]
ad-phone: 9535744143 | 8660186828 bbox=[498, 418, 744, 442]
classified-ad bbox=[1517, 975, 1756, 1080]
ad-title: ಮನೆ ಭೋಗ್ಯಕ್ಕಿದೆ bbox=[1027, 313, 1251, 339]
black-dot bbox=[1299, 1996, 1309, 2006]
yellow-dot bbox=[733, 1996, 743, 2006]
